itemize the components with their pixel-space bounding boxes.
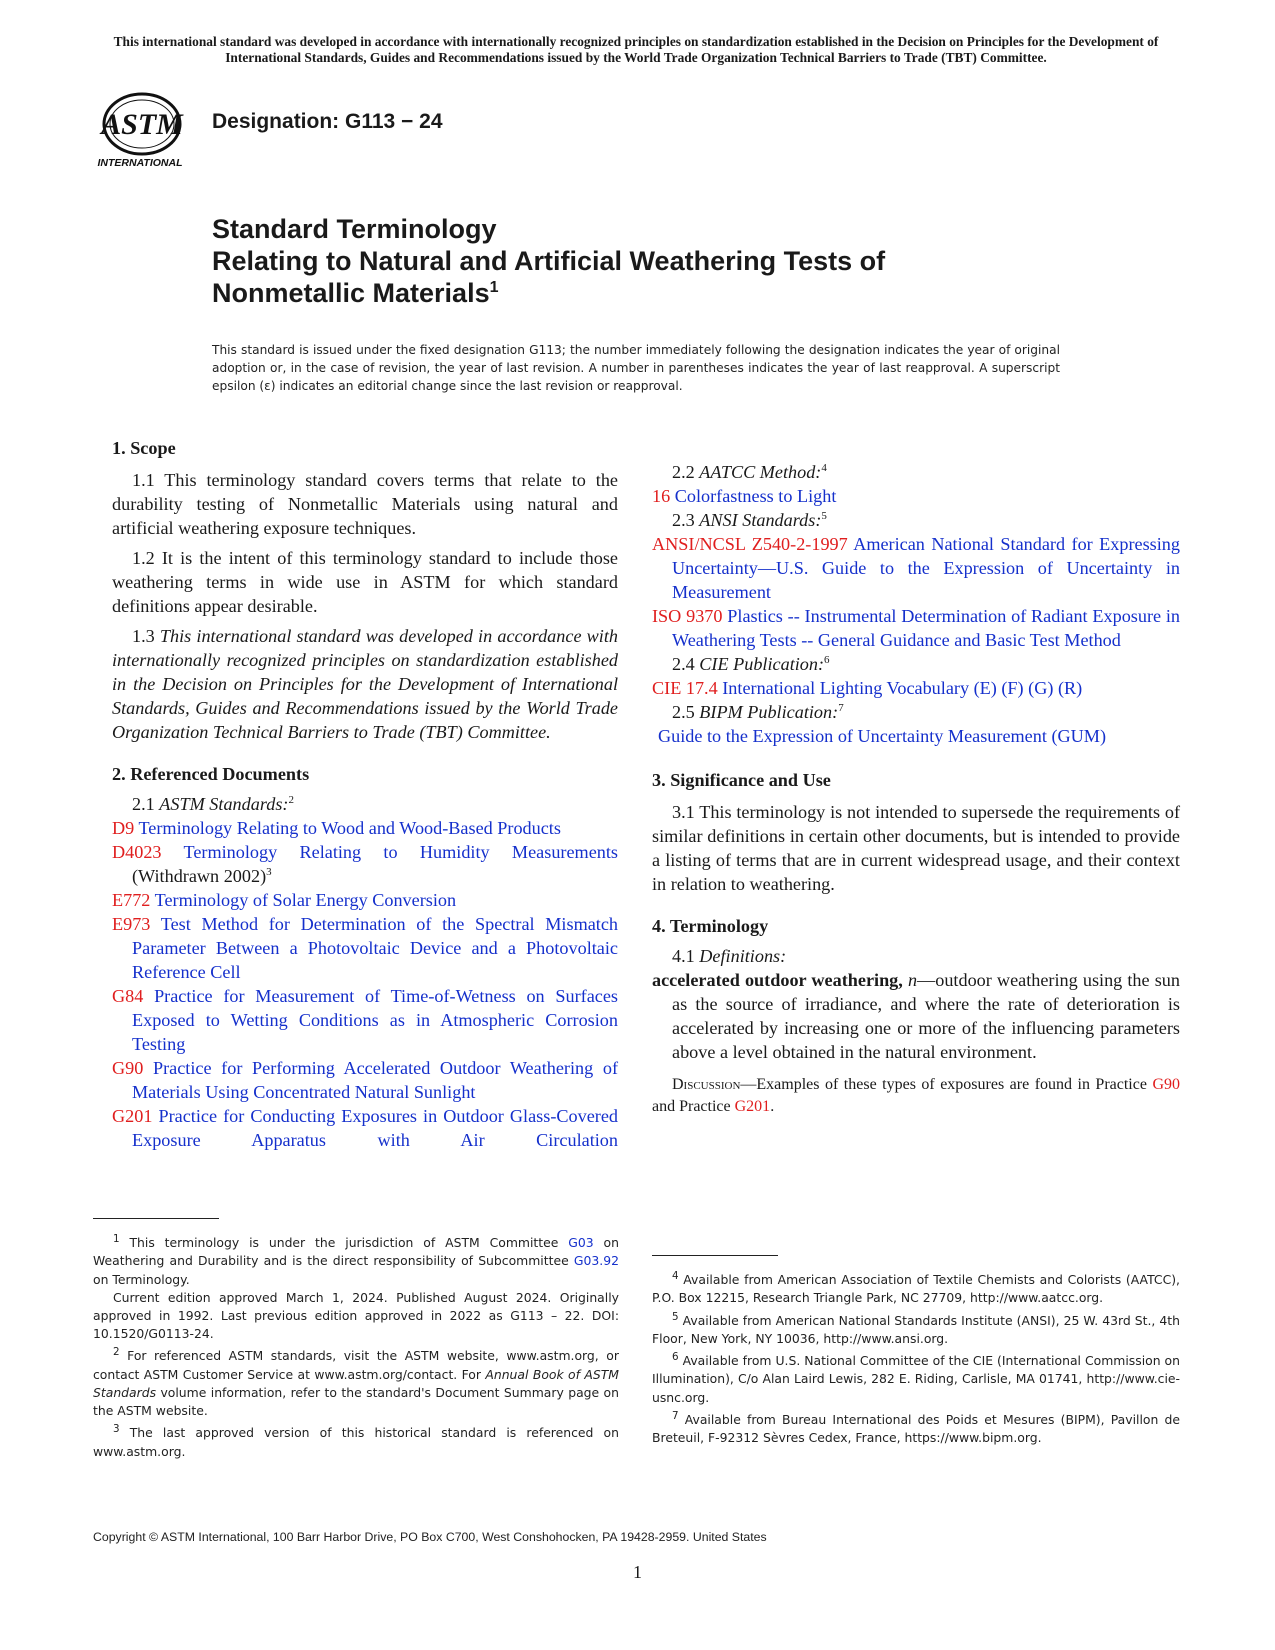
ref-g201[interactable]: G201 Practice for Conducting Exposures in Outdoor Glass-Covered Exposure Apparatus with Air Circulation: [112, 1106, 618, 1150]
cie-label: 2.4 CIE Publication:$^6$: [672, 653, 830, 674]
term-accelerated-outdoor-weathering: accelerated outdoor weathering, n—outdoor weathering using the sun as the source of irradiance, and where the rate of deterioration is accelerated by increasing one or more of the influencing parameters above a level obtained in the natural environment.: [652, 970, 1180, 1062]
ref-cie-17-4[interactable]: CIE 17.4 International Lighting Vocabulary (E) (F) (G) (R): [652, 678, 1083, 698]
astm-logo-icon: [92, 86, 202, 176]
ref-e772[interactable]: E772 Terminology of Solar Energy Conversion: [112, 890, 457, 910]
astm-logo: [92, 86, 202, 176]
scope-1-3: 1.3 This international standard was developed in accordance with internationally recognized principles on standardization established in the Decision on Principles for the Development of International Standards, Guides and Recommendations issued by the World Trade Organization Technical Barriers to Trade (TBT) Committee.: [112, 626, 619, 742]
right-column: [652, 436, 1180, 1118]
bipm-label: 2.5 BIPM Publication:$^7$: [672, 701, 844, 722]
ref-g84[interactable]: G84 Practice for Measurement of Time-of-Wetness on Surfaces Exposed to Wetting Conditions as in Atmospheric Corrosion Testing: [112, 986, 619, 1054]
title-line-3: Nonmetallic Materials: [212, 278, 490, 308]
term-name: accelerated outdoor weathering,: [652, 970, 903, 990]
ref-d9[interactable]: D9 Terminology Relating to Wood and Wood-Based Products: [112, 818, 561, 838]
ref-g90[interactable]: G90 Practice for Performing Accelerated Outdoor Weathering of Materials Using Concentrated Natural Sunlight: [112, 1058, 619, 1102]
page-number: 1: [633, 1562, 642, 1582]
wto-notice: This international standard was developed in accordance with internationally recognized principles on standardization established in the Decision on Principles for the Development of International Standards, Guides and Recommendations issued by the World Trade Organization Technical Barriers to Trade (TBT) Committee.: [113, 34, 1159, 65]
edition-note: Current edition approved March 1, 2024. Published August 2024. Originally approved in 1992. Last previous edition approved in 2022 as G113 – 22. DOI: 10.1520/G0113-24.: [93, 1289, 619, 1342]
scope-1-1: 1.1 This terminology standard covers terms that relate to the durability testing of Nonmetallic Materials using natural and artificial weathering exposure techniques.: [112, 470, 618, 538]
logo-text: ASTM: [101, 108, 183, 141]
ref-bipm-gum[interactable]: Guide to the Expression of Uncertainty Measurement (GUM): [658, 726, 1107, 746]
footnote-ref-g03-92[interactable]: G03.92: [573, 1253, 619, 1269]
footnote-1: $^1$ This terminology is under the jurisdiction of ASTM Committee G03 on Weathering and Durability and is the direct responsibility of Subcommittee G03.92 on Terminology.: [93, 1233, 619, 1287]
left-column: [112, 436, 618, 1152]
footnote-4: $^4$ Available from American Association of Textile Chemists and Colorists (AATCC), P.O. Box 12215, Research Triangle Park, NC 27709, http://www.aatcc.org.: [652, 1270, 1180, 1306]
footnotes-left: [93, 1230, 619, 1461]
ref-e973[interactable]: E973 Test Method for Determination of the Spectral Mismatch Parameter Between a Photovoltaic Device and a Photovoltaic Reference Cell: [112, 914, 619, 982]
discussion-note: Discussion—Examples of these types of exposures are found in Practice G90 and Practice G201.: [652, 1076, 1180, 1115]
astm-standards-label: 2.1 ASTM Standards:$^2$: [132, 793, 294, 814]
footnotes-right: [652, 1267, 1180, 1447]
ref-ansi-z540[interactable]: ANSI/NCSL Z540-2-1997 American National Standard for Expressing Uncertainty—U.S. Guide to the Expression of Uncertainty in Measurement: [652, 534, 1180, 602]
footnote-rule-left: [93, 1218, 219, 1219]
footnote-2: $^2$ For referenced ASTM standards, visit the ASTM website, www.astm.org, or contact ASTM Customer Service at www.astm.org/contact. For Annual Book of ASTM Standards volume information, refer to the standard's Document Summary page on the ASTM website.: [93, 1346, 619, 1419]
significance-3-1: 3.1 This terminology is not intended to supersede the requirements of similar definitions in certain other documents, but is intended to provide a listing of terms that are in current widespread usage, and their context in relation to weathering.: [652, 802, 1180, 894]
footnote-6: $^6$ Available from U.S. National Committee of the CIE (International Commission on Illumination), C/o Alan Laird Lewis, 282 E. Riding, Carlisle, MA 01741, http://www.cie-usnc.org.: [652, 1351, 1180, 1405]
ref-d4023[interactable]: D4023 Terminology Relating to Humidity Measurements (Withdrawn 2002)$^3$: [112, 842, 618, 886]
aatcc-label: 2.2 AATCC Method:$^4$: [672, 461, 827, 482]
title-line-1: Standard Terminology: [212, 214, 497, 244]
footnote-rule-right: [652, 1255, 778, 1256]
footnote-ref-g03[interactable]: G03: [568, 1235, 594, 1251]
ansi-label: 2.3 ANSI Standards:$^5$: [672, 509, 827, 530]
logo-org: INTERNATIONAL: [97, 157, 183, 169]
discussion-ref-g90[interactable]: G90: [1152, 1076, 1180, 1093]
scope-1-3-text: This international standard was developed in accordance with internationally recognized principles on standardization established in the Decision on Principles for the Development of International Standards, Guides and Recommendations issued by the World Trade Organization Technical Barriers to Trade (TBT) Committee.: [112, 626, 619, 742]
scope-1-2: 1.2 It is the intent of this terminology standard to include those weathering terms in wide use in ASTM for which standard definitions appear desirable.: [112, 548, 618, 616]
ref-aatcc-16[interactable]: 16 Colorfastness to Light: [652, 486, 837, 506]
document-title: [212, 213, 1112, 309]
section-heading-refdocs: 2. Referenced Documents: [112, 764, 310, 784]
ref-iso-9370[interactable]: ISO 9370 Plastics -- Instrumental Determination of Radiant Exposure in Weathering Tests -- General Guidance and Basic Test Method: [652, 606, 1181, 650]
section-heading-terminology: 4. Terminology: [652, 916, 769, 936]
title-line-2: Relating to Natural and Artificial Weathering Tests of: [212, 246, 886, 276]
footnote-7: $^7$ Available from Bureau International des Poids et Mesures (BIPM), Pavillon de Breteuil, F-92312 Sèvres Cedex, France, https://www.bipm.org.: [652, 1409, 1180, 1446]
issue-statement: This standard is issued under the fixed designation G113; the number immediately following the designation indicates the year of original adoption or, in the case of revision, the year of last revision. A number in parentheses indicates the year of last reapproval. A superscript epsilon (ε) indicates an editorial change since the last revision or reapproval.: [212, 343, 1060, 393]
copyright: Copyright © ASTM International, 100 Barr Harbor Drive, PO Box C700, West Conshohocken, PA 19428-2959. United States: [93, 1530, 767, 1544]
section-heading-scope: 1. Scope: [112, 438, 176, 458]
section-heading-significance: 3. Significance and Use: [652, 770, 831, 790]
title-footnote-ref[interactable]: 1: [489, 279, 499, 296]
footnote-5: $^5$ Available from American National Standards Institute (ANSI), 25 W. 43rd St., 4th Floor, New York, NY 10036, http://www.ansi.org.: [652, 1310, 1180, 1346]
discussion-ref-g201[interactable]: G201: [734, 1098, 771, 1115]
definitions-label: 4.1 Definitions:: [672, 946, 787, 966]
designation: Designation: G113 − 24: [212, 110, 443, 133]
footnote-3: $^3$ The last approved version of this historical standard is referenced on www.astm.org.: [93, 1423, 619, 1459]
